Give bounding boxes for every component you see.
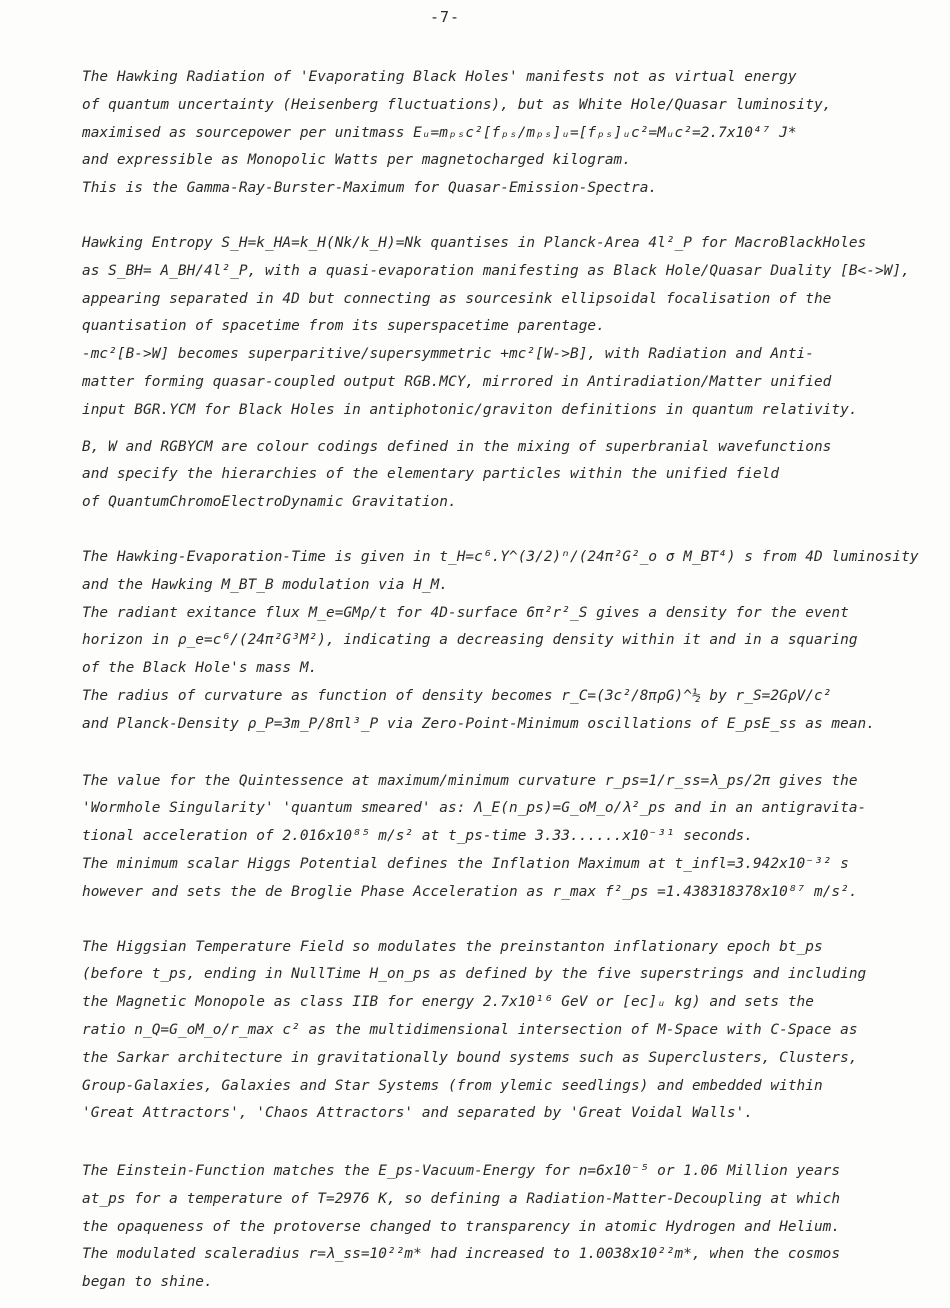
text-line: The modulated scaleradius r=λ_ss=10²²m* had increased to 1.0038x10²²m*, when the cosmos — [82, 1246, 841, 1263]
paragraph-quintessence — [82, 768, 922, 907]
text-line: matter forming quasar-coupled output RGB.MCY, mirrored in Antiradiation/Matter unified — [82, 373, 832, 390]
text-line: (before t_ps, ending in NullTime H_on_ps as defined by the five superstrings and including — [82, 966, 867, 983]
text-line: and Planck-Density ρ_P=3m_P/8πl³_P via Zero-Point-Minimum oscillations of E_psE_ss as mean. — [82, 715, 875, 732]
text-line: at_ps for a temperature of T=2976 K, so defining a Radiation-Matter-Decoupling at which — [82, 1190, 841, 1207]
paragraph-colour-codings — [82, 434, 922, 517]
text-line: The Hawking-Evaporation-Time is given in t_H=c⁶.Y^(3/2)ⁿ/(24π²G²_o σ M_BT⁴) s from 4D luminosity — [82, 548, 919, 565]
text-line: as S_BH= A_BH/4l²_P, with a quasi-evaporation manifesting as Black Hole/Quasar Duality [B<->W], — [82, 262, 910, 279]
text-line: This is the Gamma-Ray-Burster-Maximum for Quasar-Emission-Spectra. — [82, 180, 658, 197]
text-line: B, W and RGBYCM are colour codings defined in the mixing of superbranial wavefunctions — [82, 438, 832, 455]
text-line: and specify the hierarchies of the elementary particles within the unified field — [82, 466, 780, 483]
text-line: The radius of curvature as function of density becomes r_C=(3c²/8πρG)^½ by r_S=2GρV/c² — [82, 687, 832, 704]
text-line: however and sets the de Broglie Phase Acceleration as r_max f²_ps =1.438318378x10⁸⁷ m/s². — [82, 883, 858, 900]
text-line: Group-Galaxies, Galaxies and Star Systems (from ylemic seedlings) and embedded within — [82, 1077, 823, 1094]
text-line: input BGR.YCM for Black Holes in antiphotonic/graviton definitions in quantum relativity. — [82, 401, 858, 418]
paragraph-einstein-function — [82, 1158, 922, 1297]
text-line: The radiant exitance flux M_e=GMρ/t for 4D-surface 6π²r²_S gives a density for the event — [82, 604, 849, 621]
page-number: -7- — [429, 8, 461, 26]
text-line: tional acceleration of 2.016x10⁸⁵ m/s² at t_ps-time 3.33......x10⁻³¹ seconds. — [82, 828, 753, 845]
text-line: and expressible as Monopolic Watts per magnetocharged kilogram. — [82, 152, 631, 169]
paragraph-hawking-radiation — [82, 64, 922, 203]
text-line: appearing separated in 4D but connecting as sourcesink ellipsoidal focalisation of the — [82, 290, 832, 307]
text-line: of the Black Hole's mass M. — [82, 660, 318, 677]
document-body — [82, 64, 922, 1297]
text-line: of QuantumChromoElectroDynamic Gravitation. — [82, 494, 457, 511]
text-line: 'Wormhole Singularity' 'quantum smeared' as: Λ_E(n_ps)=G_oM_o/λ²_ps and in an antigravita- — [82, 800, 867, 817]
paragraph-evaporation-time — [82, 544, 922, 739]
paragraph-higgsian-temperature — [82, 934, 922, 1129]
text-line: the Sarkar architecture in gravitationally bound systems such as Superclusters, Clusters, — [82, 1049, 858, 1066]
text-line: The Higgsian Temperature Field so modulates the preinstanton inflationary epoch bt_ps — [82, 938, 823, 955]
text-line: The value for the Quintessence at maximum/minimum curvature r_ps=1/r_ss=λ_ps/2π gives the — [82, 772, 858, 789]
text-line: The Hawking Radiation of 'Evaporating Black Holes' manifests not as virtual energy — [82, 69, 797, 85]
text-line: Hawking Entropy S_H=k_HA=k_H(Nk/k_H)=Nk quantises in Planck-Area 4l²_P for MacroBlackHoles — [82, 234, 867, 251]
text-line: ratio n_Q=G_oM_o/r_max c² as the multidimensional intersection of M-Space with C-Space as — [82, 1021, 858, 1038]
text-line: began to shine. — [82, 1274, 213, 1291]
text-line: the Magnetic Monopole as class IIB for energy 2.7x10¹⁶ GeV or [ec]ᵤ kg) and sets the — [82, 994, 814, 1011]
text-line: 'Great Attractors', 'Chaos Attractors' and separated by 'Great Voidal Walls'. — [82, 1105, 753, 1122]
text-line: of quantum uncertainty (Heisenberg fluctuations), but as White Hole/Quasar luminosity, — [82, 96, 832, 113]
text-line: the opaqueness of the protoverse changed to transparency in atomic Hydrogen and Helium. — [82, 1218, 841, 1235]
text-line: horizon in ρ_e=c⁶/(24π²G³M²), indicating a decreasing density within it and in a squaring — [82, 632, 858, 649]
text-line: maximised as sourcepower per unitmass Eᵤ=mₚₛc²[fₚₛ/mₚₛ]ᵤ=[fₚₛ]ᵤc²=Mᵤc²=2.7x10⁴⁷ J* — [82, 124, 797, 141]
paragraph-hawking-entropy — [82, 230, 922, 425]
text-line: quantisation of spacetime from its superspacetime parentage. — [82, 318, 605, 335]
text-line: and the Hawking M_BT_B modulation via H_M. — [82, 576, 448, 593]
text-line: The Einstein-Function matches the E_ps-Vacuum-Energy for n=6x10⁻⁵ or 1.06 Million years — [82, 1163, 841, 1180]
text-line: -mc²[B->W] becomes superparitive/supersymmetric +mc²[W->B], with Radiation and Anti- — [82, 346, 814, 363]
text-line: The minimum scalar Higgs Potential defines the Inflation Maximum at t_infl=3.942x10⁻³² s — [82, 855, 849, 872]
